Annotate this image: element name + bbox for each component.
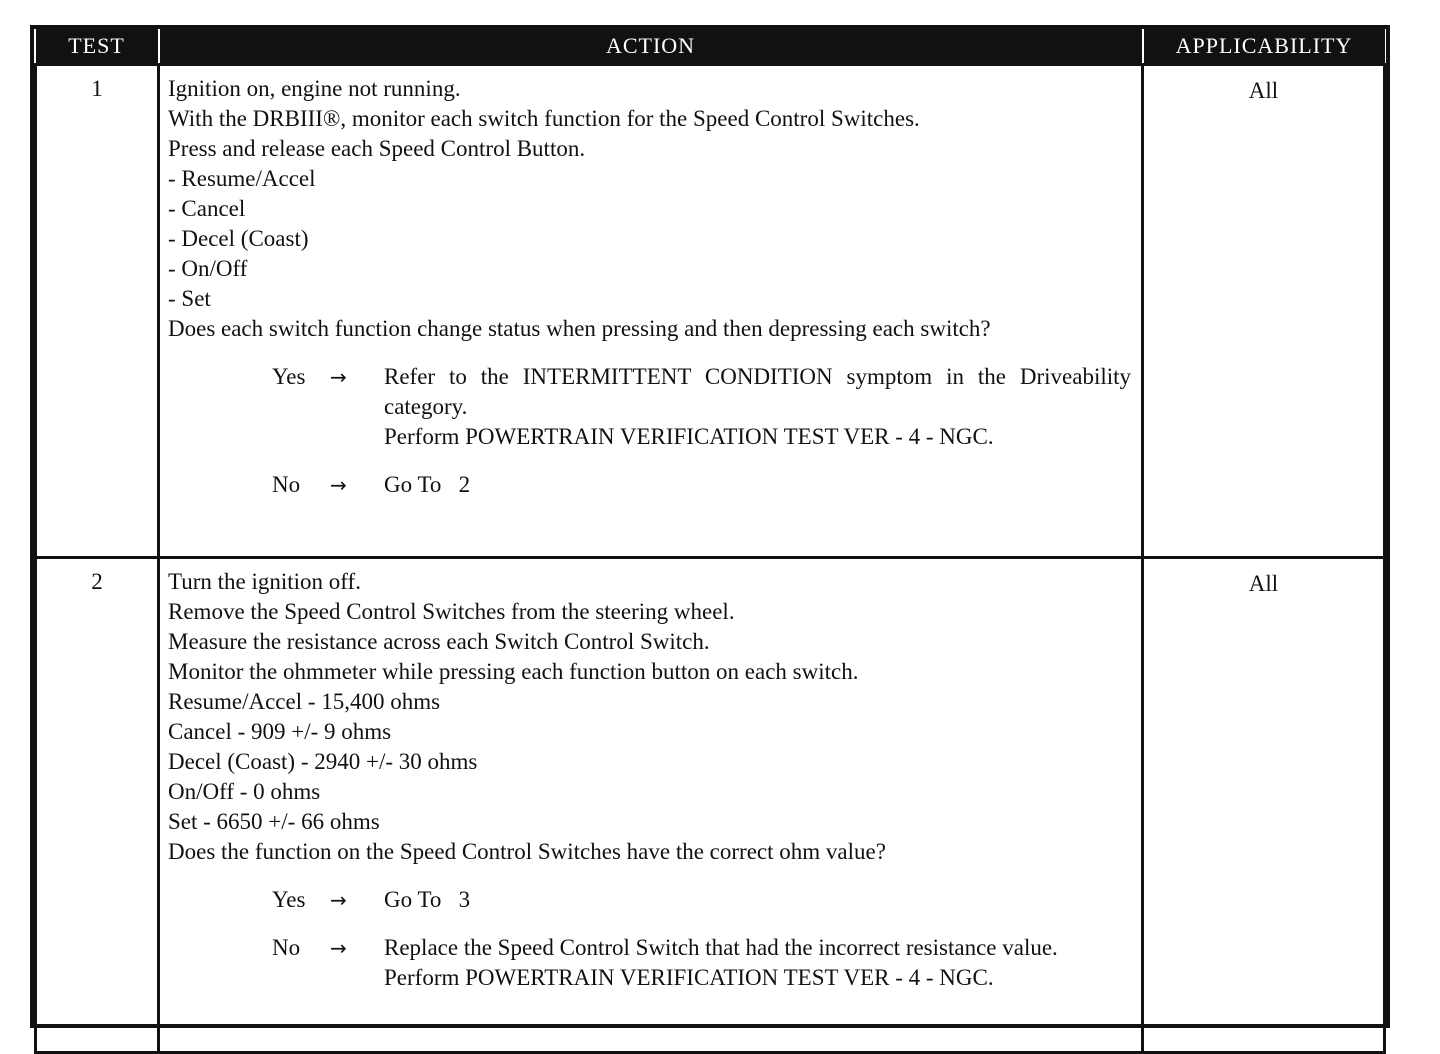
table-body [36, 65, 1385, 1053]
arrow-right-icon: → [330, 473, 347, 497]
action-cell [159, 558, 1143, 1053]
test-number: 1 [36, 65, 159, 558]
result-yes [272, 885, 1133, 915]
action-line: Cancel - 909 +/- 9 ohms [168, 719, 392, 744]
result-text [384, 470, 1133, 500]
result-text-line: Perform POWERTRAIN VERIFICATION TEST VER - 4 - NGC. [384, 965, 994, 990]
result-text [384, 885, 1133, 915]
action-line: - On/Off [168, 256, 248, 281]
result-no [272, 933, 1133, 993]
applicability-value: All [1143, 65, 1385, 558]
result-label: No [272, 935, 301, 960]
action-line: On/Off - 0 ohms [168, 779, 321, 804]
arrow-right-icon: → [330, 888, 347, 912]
action-line: Turn the ignition off. [168, 569, 361, 594]
diagnostic-test-table [34, 29, 1386, 1054]
header-action: ACTION [159, 29, 1143, 65]
arrow-right-icon: → [330, 936, 347, 960]
table-header [36, 29, 1385, 65]
header-row [36, 29, 1385, 65]
result-text-line: Go To 3 [384, 887, 471, 912]
action-line: Resume/Accel - 15,400 ohms [168, 689, 441, 714]
action-line: Decel (Coast) - 2940 +/- 30 ohms [168, 749, 478, 774]
result-text-line: Replace the Speed Control Switch that had the incorrect resistance value. [384, 935, 1058, 960]
header-applicability: APPLICABILITY [1143, 29, 1385, 65]
header-test: TEST [36, 29, 159, 65]
arrow-right-icon: → [330, 365, 347, 389]
table-row [36, 65, 1385, 558]
action-line: Remove the Speed Control Switches from the steering wheel. [168, 599, 735, 624]
action-line: Set - 6650 +/- 66 ohms [168, 809, 380, 834]
action-line: - Cancel [168, 196, 246, 221]
action-line: - Resume/Accel [168, 166, 316, 191]
result-text [384, 933, 1133, 993]
action-question: Does the function on the Speed Control Switches have the correct ohm value? [168, 839, 886, 864]
result-text-line: Go To 2 [384, 472, 471, 497]
action-cell [159, 65, 1143, 558]
action-line: Press and release each Speed Control Button. [168, 136, 586, 161]
action-line: Ignition on, engine not running. [168, 76, 461, 101]
action-line: Measure the resistance across each Switch Control Switch. [168, 629, 710, 654]
result-yes [272, 362, 1133, 452]
diagnostic-table-container [30, 25, 1390, 1028]
result-label: No [272, 472, 301, 497]
action-line: Monitor the ohmmeter while pressing each function button on each switch. [168, 659, 859, 684]
action-line: With the DRBIII®, monitor each switch function for the Speed Control Switches. [168, 106, 920, 131]
applicability-value: All [1143, 558, 1385, 1053]
result-label: Yes [272, 364, 306, 389]
result-no [272, 470, 1133, 500]
action-line: - Set [168, 286, 211, 311]
action-line: - Decel (Coast) [168, 226, 309, 251]
test-number: 2 [36, 558, 159, 1053]
table-row [36, 558, 1385, 1053]
result-text-line: Perform POWERTRAIN VERIFICATION TEST VER - 4 - NGC. [384, 424, 994, 449]
result-text-line: Refer to the INTERMITTENT CONDITION symptom in the Driveability category. [384, 364, 1131, 419]
result-text [384, 362, 1133, 452]
result-label: Yes [272, 887, 306, 912]
action-question: Does each switch function change status when pressing and then depressing each switch? [168, 316, 991, 341]
